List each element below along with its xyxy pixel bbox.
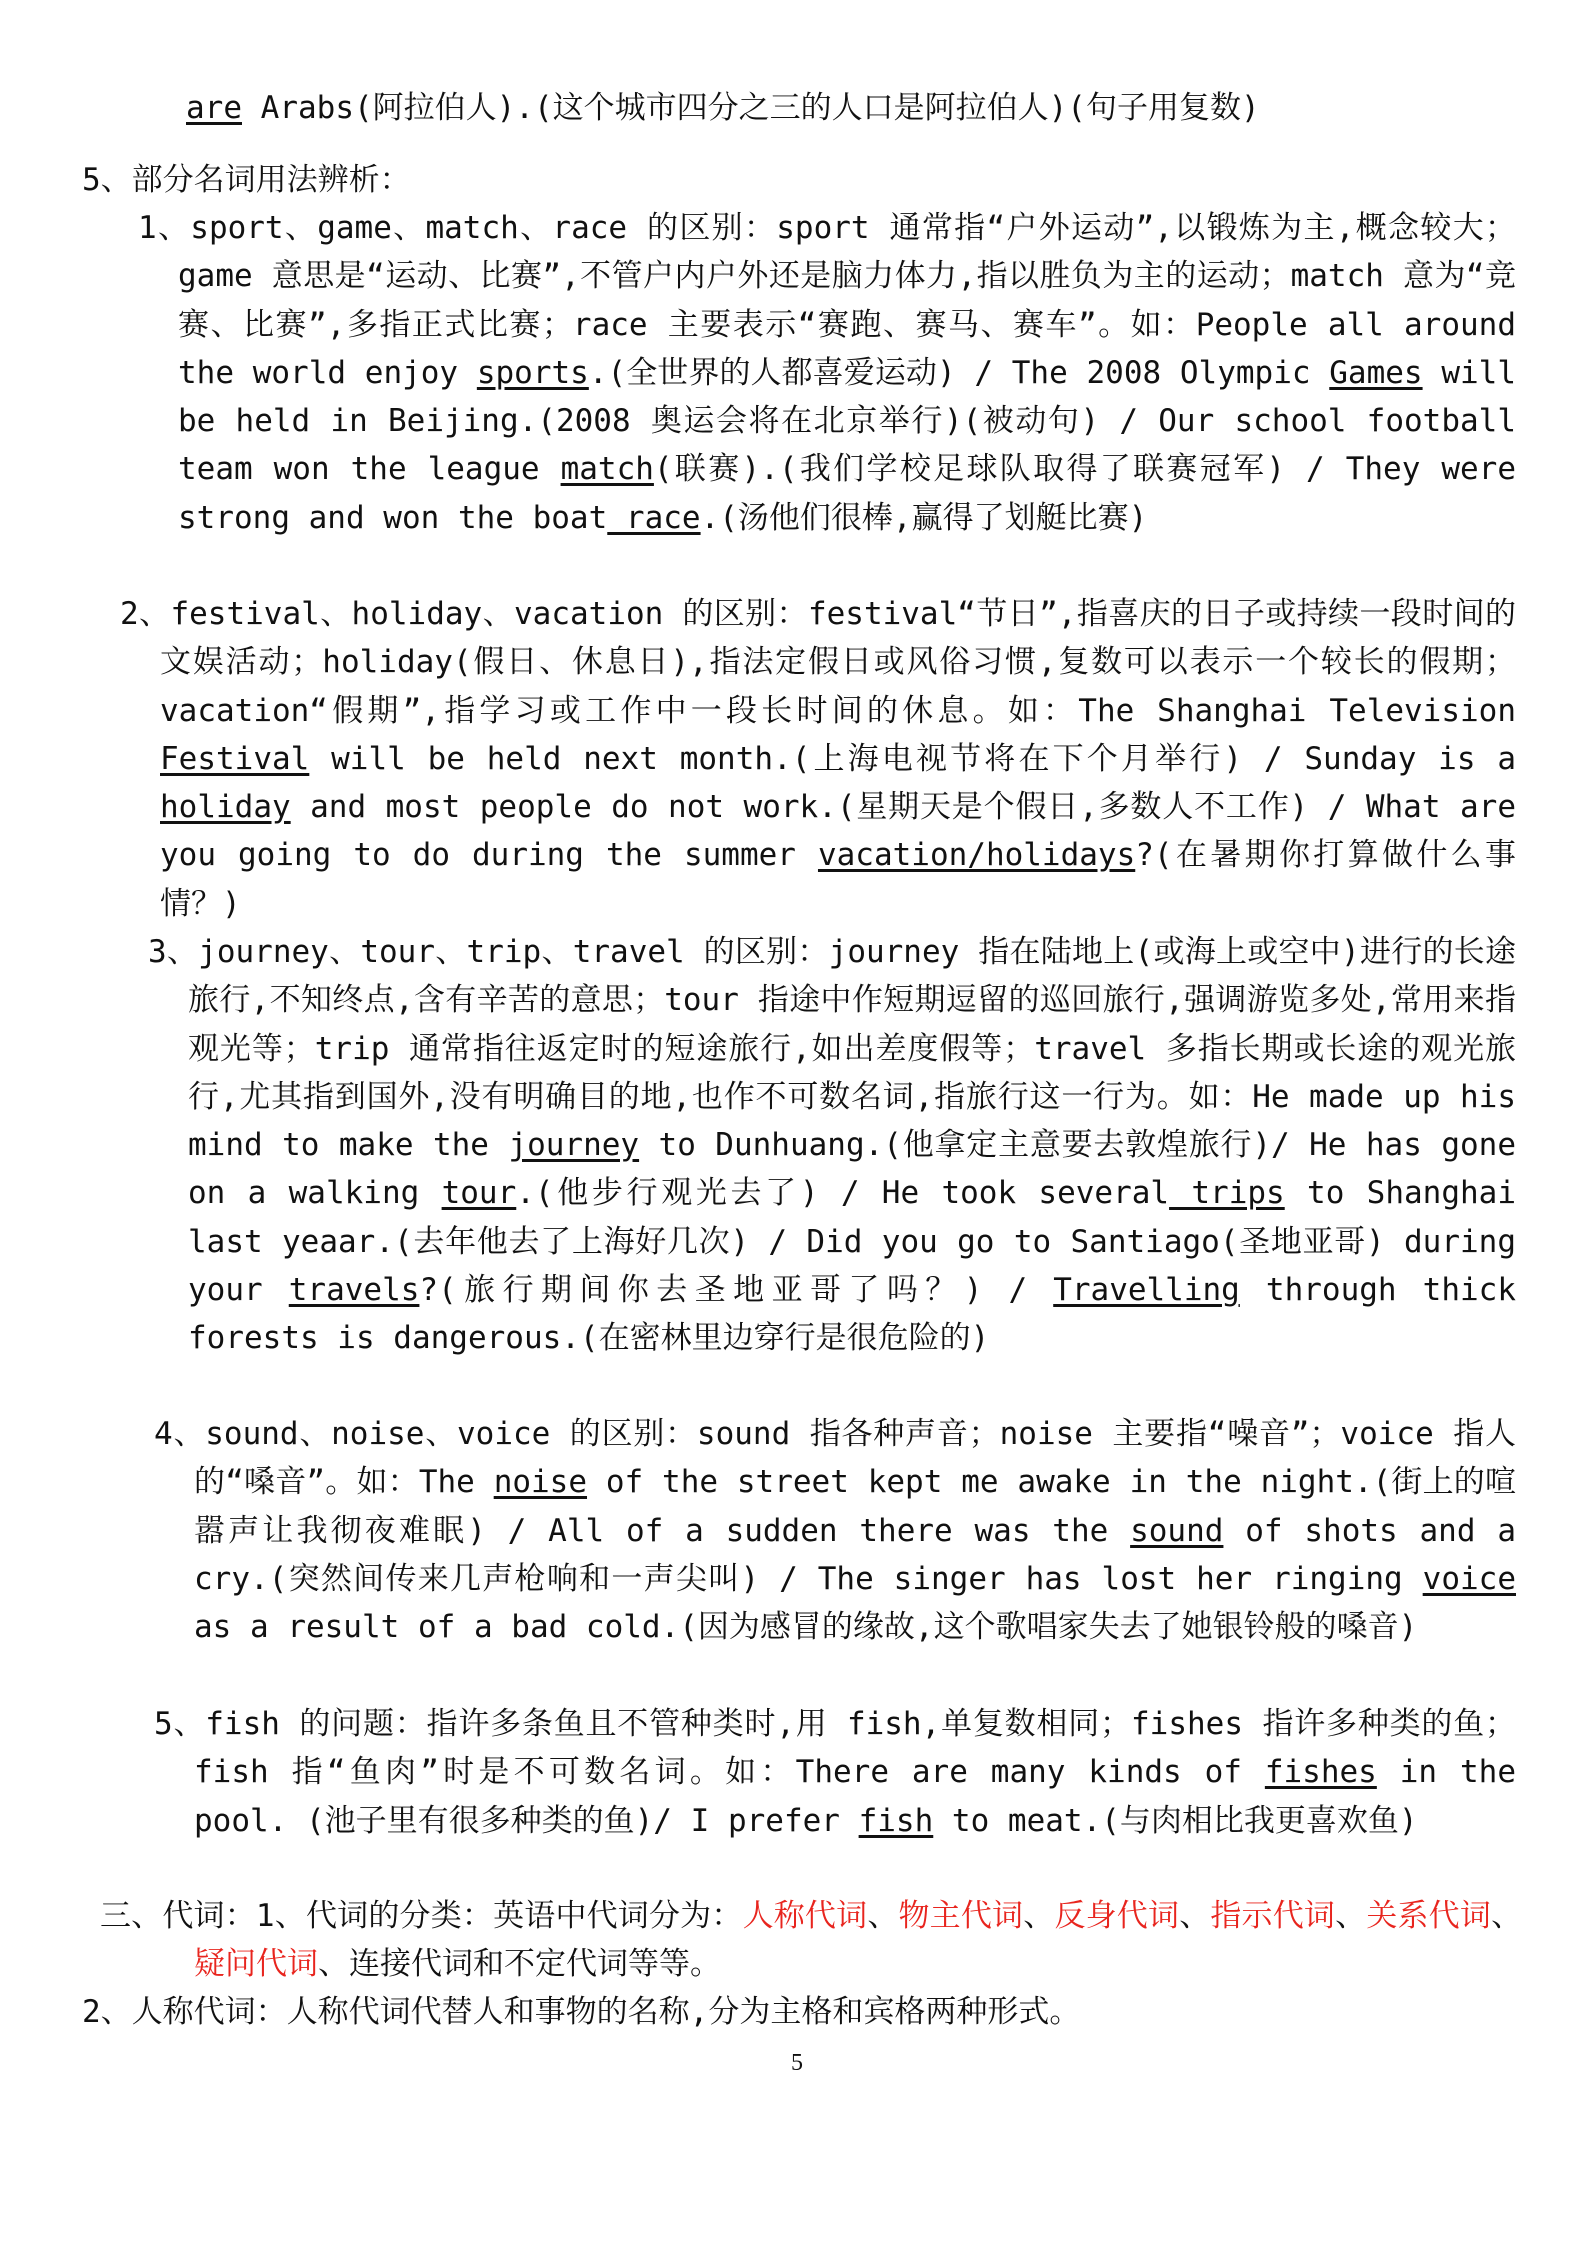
para-text: .(他步行观光去了) / He took several: [516, 1175, 1170, 1212]
para-text: 4、sound、noise、voice 的区别：sound 指各种声音；noise 主要指“噪音”；voice 指人的“嗓音”。如：The: [154, 1416, 1516, 1501]
para-text: 5、fish 的问题：指许多条鱼且不管种类时,用 fish,单复数相同；fishes 指许多种类的鱼；fish 指“鱼肉”时是不可数名词。如：There are many kinds of: [154, 1706, 1516, 1791]
para-text: in the pool. (池子里有很多种类的鱼)/ I prefer: [194, 1754, 1516, 1839]
section-heading-nouns: 5、部分名词用法辨析：: [82, 162, 411, 198]
underlined-word: race: [607, 499, 701, 536]
underlined-word: vacation/holidays: [817, 837, 1136, 874]
underlined-word: Festival: [160, 740, 310, 777]
para-text: 3、journey、tour、trip、travel 的区别：journey 指在陆地上(或海上或空中)进行的长途旅行,不知终点,含有辛苦的意思；tour 指途中作短期逗留的巡回旅行,强调游览多处,常用来指观光等；trip 通常指往返定时的短途旅行,如出差度假等；travel 多指长期或长途的观光旅行,尤其指到国外,没有明确目的地,也作不可数名词,指旅行这一行为。如：He made up his mind to make the: [148, 934, 1516, 1164]
pronoun-type: 疑问代词: [194, 1946, 318, 1983]
para-text: .(全世界的人都喜爱运动) / The 2008 Olympic: [588, 354, 1330, 391]
paragraph-festival-holiday: [120, 590, 1516, 928]
underlined-word: match: [560, 451, 654, 488]
para-text: of the street kept me awake in the night.(街上的喧嚣声让我彻夜难眠) / All of a sudden there was the: [194, 1464, 1516, 1549]
underlined-word: sports: [476, 354, 589, 391]
underlined-word: voice: [1422, 1560, 1516, 1597]
separator: 、: [1023, 1898, 1055, 1934]
para-text: 2、festival、holiday、vacation 的区别：festival“节日”,指喜庆的日子或持续一段时间的文娱活动；holiday(假日、休息日),指法定假日或风俗习惯,复数可以表示一个较长的假期；vacation“假期”,指学习或工作中一段长时间的休息。如：The Shanghai Television: [120, 596, 1516, 729]
para-text: to meat.(与肉相比我更喜欢鱼): [933, 1802, 1418, 1839]
separator: 、: [867, 1898, 899, 1934]
underlined-word: sound: [1130, 1512, 1224, 1549]
para-text: of shots and a cry.(突然间传来几声枪响和一声尖叫) / The singer has lost her ringing: [194, 1512, 1516, 1597]
para-text: to Dunhuang.(他拿定主意要去敦煌旅行)/ He has gone on a walking: [188, 1127, 1516, 1212]
section-pronouns: [82, 1892, 1522, 1989]
underlined-word: tour: [441, 1175, 517, 1212]
pronoun-type: 人称代词: [742, 1898, 868, 1934]
sentence-text: Arabs(阿拉伯人).(这个城市四分之三的人口是阿拉伯人)(句子用复数): [242, 90, 1260, 126]
page-number: 5: [791, 2050, 803, 2076]
underlined-word: Travelling: [1053, 1272, 1240, 1309]
underlined-word: are: [186, 90, 242, 126]
para-text: 、连接代词和不定代词等等。: [318, 1946, 721, 1983]
separator: 、: [1335, 1898, 1367, 1934]
paragraph-journey-tour: [110, 928, 1516, 1363]
paragraph-sound-noise: [138, 1410, 1516, 1651]
pronoun-type: 指示代词: [1210, 1898, 1336, 1934]
para-text: .(汤他们很棒,赢得了划艇比赛): [700, 499, 1148, 536]
underlined-word: trips: [1169, 1175, 1285, 1212]
para-text: through thick forests is dangerous.(在密林里边穿行是很危险的): [188, 1272, 1516, 1357]
para-text: as a result of a bad cold.(因为感冒的缘故,这个歌唱家失去了她银铃般的嗓音): [194, 1609, 1418, 1646]
pronoun-type: 关系代词: [1366, 1898, 1492, 1934]
personal-pronoun-line: 2、人称代词：人称代词代替人和事物的名称,分为主格和宾格两种形式。: [82, 1994, 1081, 2030]
separator: 、: [1179, 1898, 1211, 1934]
underlined-word: journey: [508, 1127, 640, 1164]
paragraph-fish: [138, 1700, 1516, 1845]
para-text: 1、sport、game、match、race 的区别：sport 通常指“户外运动”,以锻炼为主,概念较大；game 意思是“运动、比赛”,不管户内户外还是脑力体力,指以胜负为主的运动；match 意为“竞赛、比赛”,多指正式比赛；race 主要表示“赛跑、赛马、赛车”。如：People all around the world enjoy: [138, 210, 1516, 391]
underlined-word: fishes: [1264, 1754, 1377, 1791]
para-text: (联赛).(我们学校足球队取得了联赛冠军) / They were strong and won the boat: [178, 451, 1516, 536]
continued-sentence: [186, 84, 1516, 132]
para-text: ?(旅行期间你去圣地亚哥了吗？) /: [419, 1272, 1054, 1309]
paragraph-sport-game: [138, 204, 1516, 542]
underlined-word: holiday: [160, 789, 291, 826]
para-text: to Shanghai last yeaar.(去年他去了上海好几次) / Did you go to Santiago(圣地亚哥) during your: [188, 1175, 1516, 1309]
underlined-word: travels: [288, 1272, 420, 1309]
underlined-word: fish: [858, 1802, 934, 1839]
underlined-word: Games: [1329, 354, 1423, 391]
para-text: will be held next month.(上海电视节将在下个月举行) / Sunday is a: [309, 740, 1516, 777]
para-text: and most people do not work.(星期天是个假日,多数人不工作) / What are you going to do during the summer: [160, 789, 1516, 874]
pronoun-type: 物主代词: [898, 1898, 1024, 1934]
pronoun-type: 反身代词: [1054, 1898, 1180, 1934]
separator: 、: [1491, 1898, 1523, 1934]
para-text: 三、代词：1、代词的分类：英语中代词分为：: [100, 1898, 743, 1934]
para-text: ?(在暑期你打算做什么事情？): [160, 837, 1517, 922]
para-text: will be held in Beijing.(2008 奥运会将在北京举行)(被动句) / Our school football team won the league: [178, 354, 1516, 488]
underlined-word: noise: [493, 1464, 588, 1501]
